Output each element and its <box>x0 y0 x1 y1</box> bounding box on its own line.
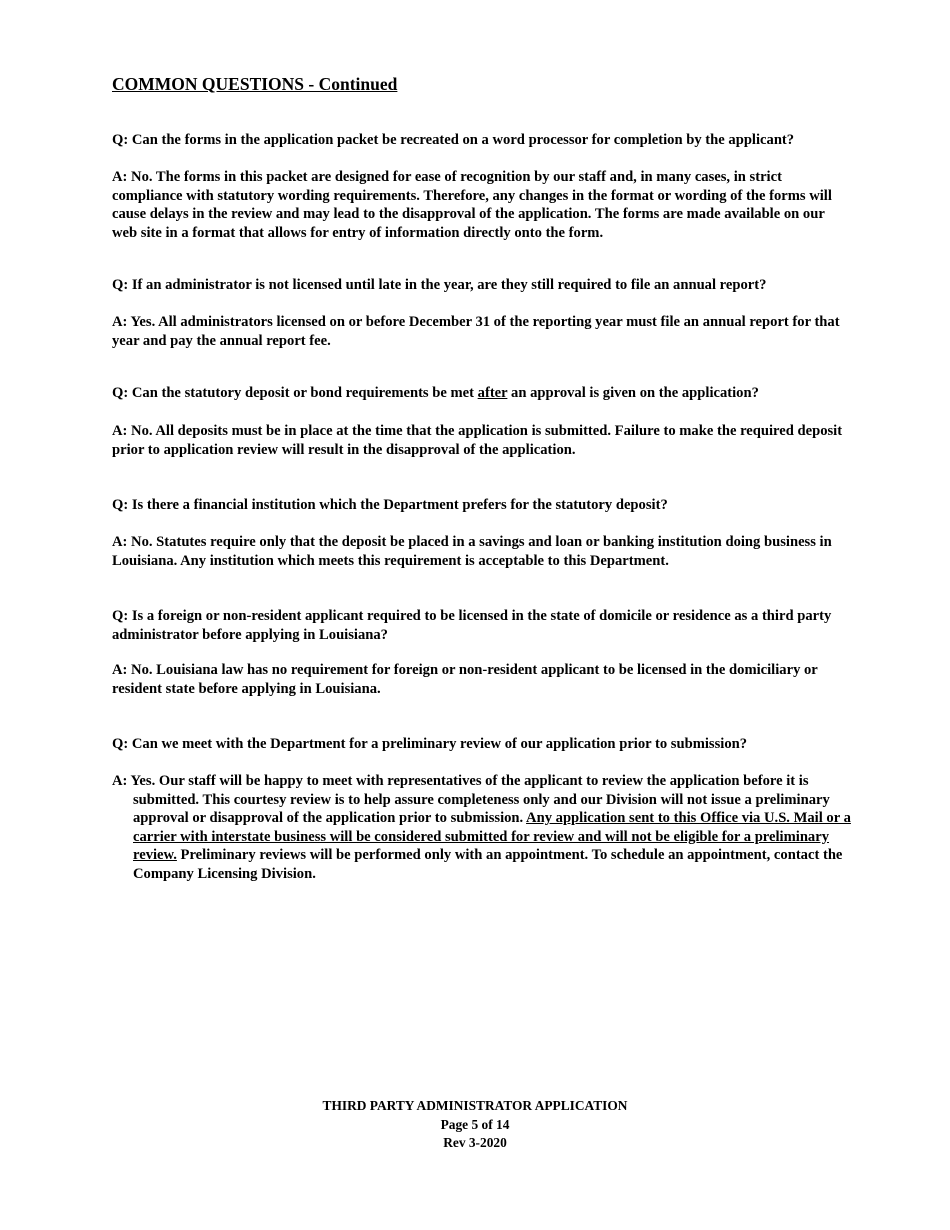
question-5: Q: Is a foreign or non-resident applicant required to be licensed in the state of domicile or residence as a third party administrator before applying in Louisiana? <box>112 608 832 643</box>
question-3-emphasis: after <box>477 385 508 401</box>
answer-2: A: Yes. All administrators licensed on or before December 31 of the reporting year must file an annual report for that year and pay the annual report fee. <box>112 314 840 349</box>
answer-1: A: No. The forms in this packet are designed for ease of recognition by our staff and, in many cases, in strict compliance with statutory wording requirements. Therefore, any changes in the format or wording of the forms will cause delays in the review and may lead to the disapproval of the application. The forms are made available on our web site in a format that allows for entry of information directly onto the form. <box>112 169 832 241</box>
footer-form-name: THIRD PARTY ADMINISTRATOR APPLICATION <box>322 1098 628 1113</box>
answer-6-end: Preliminary reviews will be performed only with an appointment. To schedule an appointment, contact the Company Licensing Division. <box>133 847 843 882</box>
footer-page-number: Page 5 of 14 <box>440 1116 510 1132</box>
page-title: COMMON QUESTIONS - Continued <box>112 74 398 94</box>
answer-5: A: No. Louisiana law has no requirement for foreign or non-resident applicant to be licensed in the domiciliary or resident state before applying in Louisiana. <box>112 662 818 697</box>
answer-3: A: No. All deposits must be in place at the time that the application is submitted. Failure to make the required deposit prior to application review will result in the disapproval of the application. <box>112 423 843 458</box>
footer-revision: Rev 3-2020 <box>443 1135 507 1150</box>
question-6: Q: Can we meet with the Department for a preliminary review of our application prior to submission? <box>112 736 748 752</box>
question-3-end: an approval is given on the application? <box>507 385 759 401</box>
question-1: Q: Can the forms in the application packet be recreated on a word processor for completion by the applicant? <box>112 132 795 148</box>
answer-6-emphasis: Any application sent to this Office via U.S. Mail or a carrier with interstate business will be considered submitted for review and will not be eligible for a preliminary review. <box>133 810 851 863</box>
answer-4: A: No. Statutes require only that the deposit be placed in a savings and loan or banking institution doing business in Louisiana. Any institution which meets this requirement is acceptable to this Department. <box>112 534 832 569</box>
question-3 <box>112 384 844 403</box>
question-3-start: Q: Can the statutory deposit or bond requirements be met <box>112 385 478 401</box>
page-footer <box>0 1097 950 1153</box>
question-4: Q: Is there a financial institution which the Department prefers for the statutory deposit? <box>112 497 668 513</box>
question-2: Q: If an administrator is not licensed until late in the year, are they still required to file an annual report? <box>112 277 767 293</box>
answer-6 <box>112 772 865 883</box>
answer-6-start: A: Yes. Our staff will be happy to meet with representatives of the applicant to review the application before it is submitted. This courtesy review is to help assure completeness only and our Division will not issue a preliminary approval or disapproval of the application prior to submission. <box>112 773 830 826</box>
